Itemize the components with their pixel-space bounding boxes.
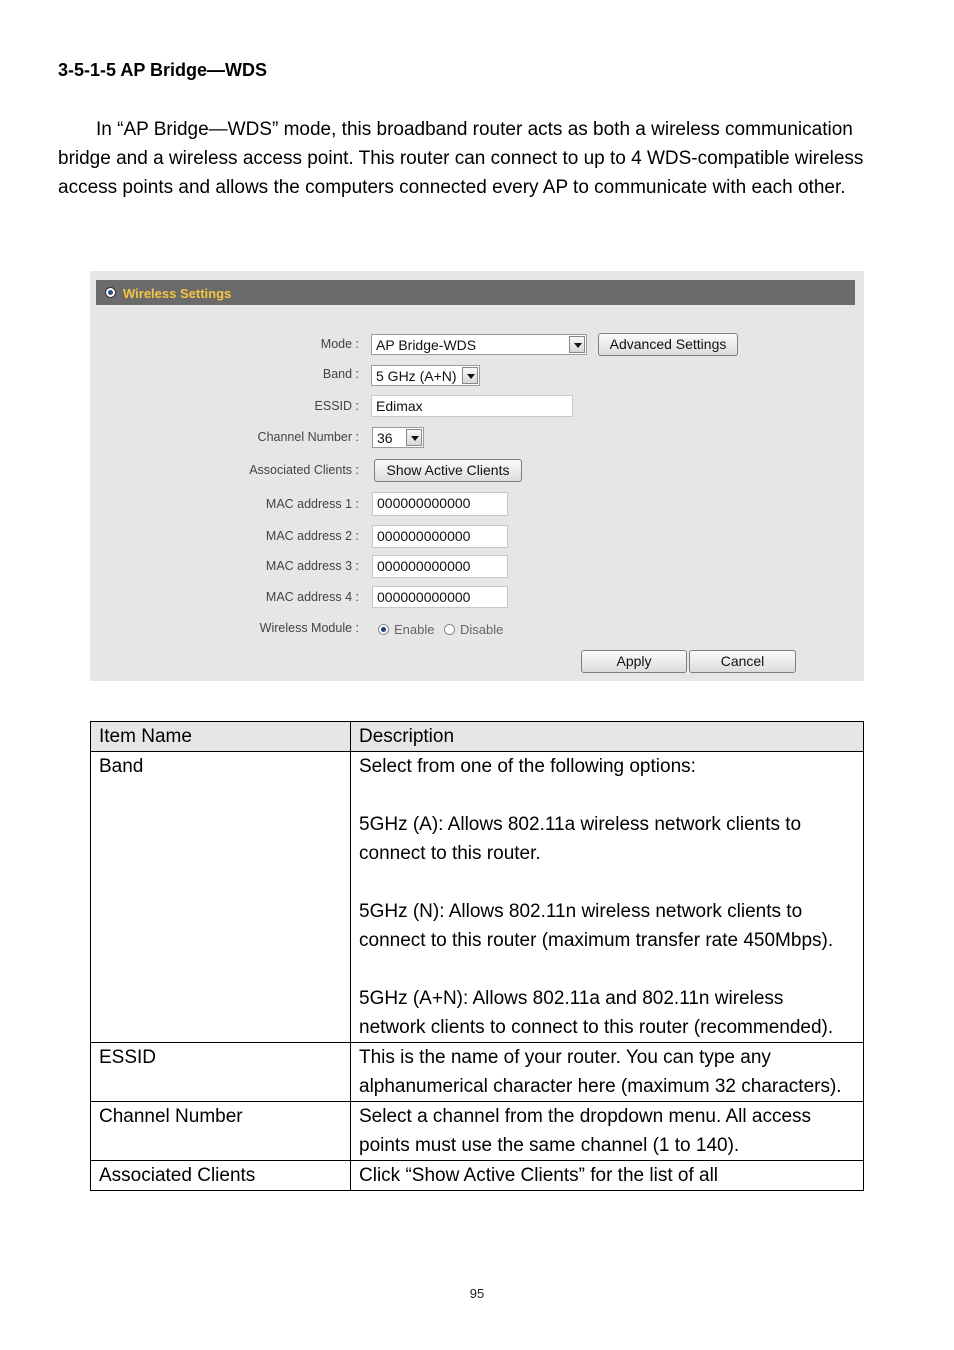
mac1-input[interactable]: 000000000000 [372,492,508,516]
row-item-name: Associated Clients [91,1161,351,1191]
advanced-settings-button[interactable]: Advanced Settings [598,333,738,356]
intro-paragraph [58,115,888,202]
table-row [91,1102,864,1161]
panel-header [96,280,855,305]
mode-label: Mode : [320,337,359,351]
band-select[interactable] [371,365,480,386]
mac2-label: MAC address 2 : [265,529,359,543]
wireless-settings-panel [90,271,864,681]
table-row [91,1161,864,1191]
band-label: Band : [322,367,359,381]
channel-label: Channel Number : [257,430,359,444]
table-header-row [91,722,864,752]
chevron-down-icon [462,367,478,384]
header-description: Description [351,722,864,752]
chevron-down-icon [569,336,585,353]
section-heading: 3-5-1-5 AP Bridge—WDS [58,60,268,80]
row-description [351,1102,864,1161]
mac1-label: MAC address 1 : [265,497,359,511]
description-paragraph: Click “Show Active Clients” for the list of all [359,1165,719,1186]
disable-label: Disable [460,622,504,637]
description-paragraph: Select a channel from the dropdown menu. All access points must use the same channel (1 to 140). [359,1106,812,1156]
enable-label: Enable [394,622,435,637]
chevron-down-icon [406,429,422,446]
description-paragraph: This is the name of your router. You can type any alphanumerical character here (maximum 32 characters). [359,1047,842,1097]
description-paragraph: 5GHz (A+N): Allows 802.11a and 802.11n wireless network clients to connect to this router (recommended). [359,988,834,1038]
row-description [351,752,864,1043]
show-active-clients-button[interactable]: Show Active Clients [374,459,522,482]
header-item-name: Item Name [91,722,351,752]
table-row [91,752,864,1043]
description-paragraph: 5GHz (A): Allows 802.11a wireless network clients to connect to this router. [359,814,802,864]
row-item-name: ESSID [91,1043,351,1102]
mac3-label: MAC address 3 : [265,559,359,573]
mac4-label: MAC address 4 : [265,590,359,604]
page-number: 95 [469,1286,485,1301]
mode-value: AP Bridge-WDS [376,337,477,353]
clients-label: Associated Clients : [249,463,359,477]
intro-text: In “AP Bridge—WDS” mode, this broadband router acts as both a wireless communication bridge and a wireless access point. This router can connect to up to 4 WDS-compatible wireless access points and allows the computers connected every AP to communicate with each other. [58,119,864,198]
mac4-input[interactable]: 000000000000 [372,586,508,608]
apply-button[interactable]: Apply [581,650,687,673]
essid-input[interactable]: Edimax [371,395,573,417]
channel-value: 36 [377,430,393,446]
row-description [351,1043,864,1102]
disable-radio[interactable] [444,624,455,635]
description-paragraph: 5GHz (N): Allows 802.11n wireless network clients to connect to this router (maximum transfer rate 450Mbps). [359,901,834,951]
table-row [91,1043,864,1102]
bullet-icon [105,287,116,298]
enable-radio[interactable] [378,624,389,635]
panel-title: Wireless Settings [123,286,232,301]
mode-select[interactable] [371,334,587,355]
module-label: Wireless Module : [259,621,359,635]
channel-select[interactable] [372,427,424,448]
row-item-name: Band [91,752,351,1043]
description-table [90,721,864,1191]
cancel-button[interactable]: Cancel [689,650,796,673]
band-value: 5 GHz (A+N) [376,368,457,384]
essid-label: ESSID : [314,399,359,413]
mac2-input[interactable]: 000000000000 [372,525,508,548]
row-item-name: Channel Number [91,1102,351,1161]
row-description [351,1161,864,1191]
description-paragraph: Select from one of the following options: [359,756,696,777]
mac3-input[interactable]: 000000000000 [372,555,508,578]
